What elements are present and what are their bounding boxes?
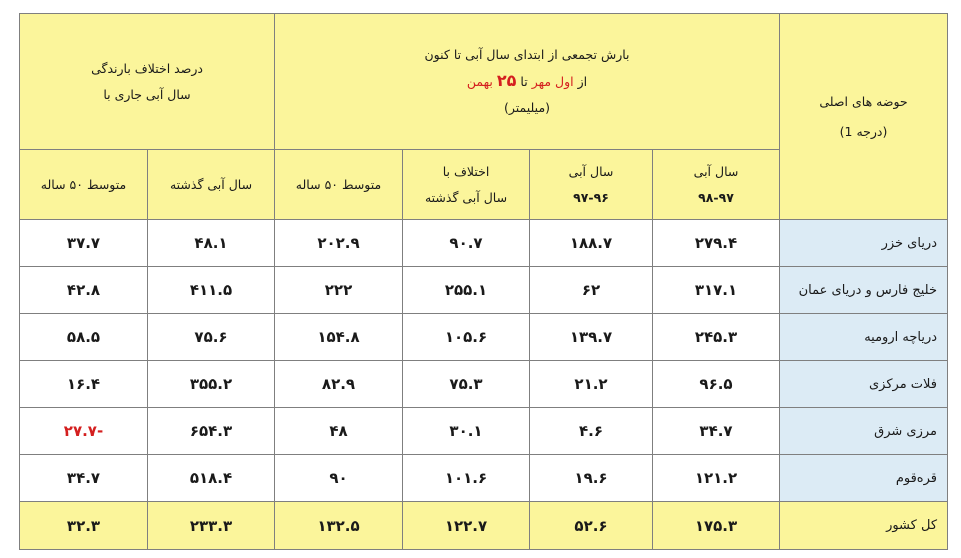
- value-cell: ۵۸.۵: [20, 314, 148, 361]
- basin-header-title: حوضه هاى اصلى: [819, 93, 908, 109]
- value-cell: ۱۳۹.۷: [530, 314, 653, 361]
- rainfall-table: [19, 13, 948, 550]
- basin-name: مرزى شرق: [780, 408, 948, 455]
- table-row: [20, 267, 948, 314]
- value-cell: ۲۲۲: [275, 267, 403, 314]
- basin-header-cell: [780, 14, 948, 220]
- header-row-1: [20, 14, 948, 150]
- subheader-diff-prev-value: سال آبى گذشته: [424, 189, 508, 205]
- value-cell: ۴.۶: [530, 408, 653, 455]
- value-cell: ۴۸: [275, 408, 403, 455]
- subheader-diff-prev-label: اختلاف با: [442, 163, 490, 179]
- value-cell: ۱۸۸.۷: [530, 220, 653, 267]
- subheader-year-9697-value: ۹۷-۹۶: [573, 189, 609, 205]
- value-cell: ۶۲: [530, 267, 653, 314]
- value-cell: ۴۱۱.۵: [148, 267, 275, 314]
- value-cell: ۳۴.۷: [653, 408, 780, 455]
- value-cell: ۳۵۵.۲: [148, 361, 275, 408]
- total-value-cell: ۲۳۳.۳: [148, 502, 275, 550]
- basin-header-degree: (درجه 1): [839, 123, 888, 139]
- total-label: كل كشور: [780, 502, 948, 550]
- total-value-cell: ۱۲۲.۷: [403, 502, 530, 550]
- value-cell: ۲۵۵.۱: [403, 267, 530, 314]
- total-value-cell: ۳۲.۳: [20, 502, 148, 550]
- value-cell: ۷۵.۳: [403, 361, 530, 408]
- total-value-cell: ۱۷۵.۳: [653, 502, 780, 550]
- diff-header-subtitle: سال آبى جارى با: [103, 86, 191, 102]
- diff-header-title: درصد اختلاف بارندگى: [91, 60, 203, 76]
- subheader-year-9798-label: سال آبى: [693, 163, 739, 179]
- subheader-avg50-b: متوسط ۵۰ ساله: [20, 150, 148, 220]
- table-row: [20, 220, 948, 267]
- basin-name: درياى خزر: [780, 220, 948, 267]
- value-cell: ۱۵۴.۸: [275, 314, 403, 361]
- subheader-prev-year: سال آبى گذشته: [148, 150, 275, 220]
- subheader-year-9798: [653, 150, 780, 220]
- value-cell: ۹۶.۵: [653, 361, 780, 408]
- value-cell: ۱۰۱.۶: [403, 455, 530, 502]
- value-cell: ۶۵۴.۳: [148, 408, 275, 455]
- rain-header-end-day: ۲۵: [496, 71, 517, 90]
- rain-header-cell: [275, 14, 780, 150]
- value-cell: ۵۱۸.۴: [148, 455, 275, 502]
- subheader-year-9697-label: سال آبى: [568, 163, 614, 179]
- subheader-year-9697: [530, 150, 653, 220]
- value-cell: ۳۴.۷: [20, 455, 148, 502]
- value-cell: ۷۵.۶: [148, 314, 275, 361]
- table-row: [20, 314, 948, 361]
- table-row: [20, 408, 948, 455]
- value-cell: ۲۰۲.۹: [275, 220, 403, 267]
- rain-header-end-month: بهمن: [466, 74, 493, 89]
- total-value-cell: ۱۳۲.۵: [275, 502, 403, 550]
- basin-name: خليج فارس و درياى عمان: [780, 267, 948, 314]
- value-cell: ۹۰.۷: [403, 220, 530, 267]
- value-cell: ۳۱۷.۱: [653, 267, 780, 314]
- rain-header-period: [275, 68, 779, 95]
- value-cell: ۲۴۵.۳: [653, 314, 780, 361]
- value-cell: ۹۰: [275, 455, 403, 502]
- rain-header-from: از: [577, 74, 588, 89]
- basin-name: فلات مركزى: [780, 361, 948, 408]
- total-value-cell: ۵۲.۶: [530, 502, 653, 550]
- total-row: [20, 502, 948, 550]
- basin-name: قره‌قوم: [780, 455, 948, 502]
- subheader-year-9798-value: ۹۸-۹۷: [698, 189, 734, 205]
- value-cell: ۱۰۵.۶: [403, 314, 530, 361]
- rain-header-to: تا: [520, 74, 528, 89]
- basin-name: درياچه اروميه: [780, 314, 948, 361]
- table-row: [20, 455, 948, 502]
- value-cell: ۴۲.۸: [20, 267, 148, 314]
- diff-header-cell: [20, 14, 275, 150]
- value-cell: ۴۸.۱: [148, 220, 275, 267]
- rain-header-unit: (ميليمتر): [504, 100, 551, 115]
- rainfall-table-wrapper: [19, 13, 947, 549]
- rain-header-title: بارش تجمعى از ابتداى سال آبى تا كنون: [424, 47, 630, 62]
- table-row: [20, 361, 948, 408]
- negative-value-cell: -۲۷.۷: [20, 408, 148, 455]
- subheader-diff-prev: [403, 150, 530, 220]
- value-cell: ۱۲۱.۲: [653, 455, 780, 502]
- subheader-avg50: متوسط ۵۰ ساله: [275, 150, 403, 220]
- value-cell: ۳۰.۱: [403, 408, 530, 455]
- value-cell: ۸۲.۹: [275, 361, 403, 408]
- rain-header-start-date: اول مهر: [531, 74, 574, 89]
- value-cell: ۱۶.۴: [20, 361, 148, 408]
- value-cell: ۲۷۹.۴: [653, 220, 780, 267]
- value-cell: ۲۱.۲: [530, 361, 653, 408]
- value-cell: ۱۹.۶: [530, 455, 653, 502]
- value-cell: ۳۷.۷: [20, 220, 148, 267]
